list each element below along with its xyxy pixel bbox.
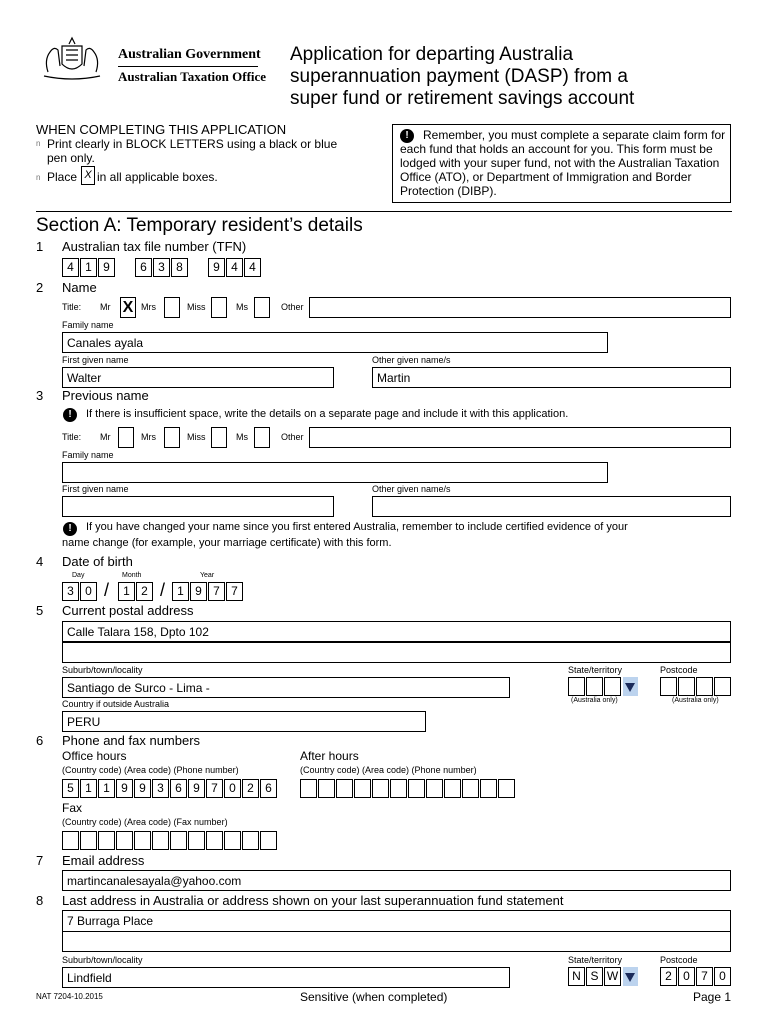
phone-digit[interactable]: 9 <box>116 779 133 798</box>
fax-digit[interactable] <box>206 831 223 850</box>
postal-suburb-label: Suburb/town/locality <box>62 665 143 675</box>
phone-digit[interactable]: 1 <box>98 779 115 798</box>
family-name-field[interactable]: Canales ayala <box>62 332 608 353</box>
prev-family-name-field[interactable] <box>62 462 608 483</box>
q2-label: Name <box>62 280 97 295</box>
prev-title-other-field[interactable] <box>309 427 731 448</box>
title-mr-checkbox[interactable]: X <box>120 297 136 318</box>
q6-number: 6 <box>36 733 44 748</box>
dob-digit[interactable]: 0 <box>80 582 97 601</box>
postcode-cell[interactable]: 2 <box>660 967 677 986</box>
section-a-title: Section A: Temporary resident’s details <box>36 215 363 236</box>
dob-day[interactable] <box>62 582 98 601</box>
title-other-field[interactable] <box>309 297 731 318</box>
first-given-name-field[interactable]: Walter <box>62 367 334 388</box>
last-state-cells[interactable] <box>568 967 622 986</box>
dob-digit[interactable]: 9 <box>190 582 207 601</box>
q8-label: Last address in Australia or address shown on your last superannuation fund statement <box>62 893 564 908</box>
q2-number: 2 <box>36 280 44 295</box>
fax-digit[interactable] <box>80 831 97 850</box>
coat-of-arms-icon <box>36 36 108 82</box>
postcode-cell[interactable] <box>696 677 713 696</box>
postcode-cell[interactable] <box>678 677 695 696</box>
tfn-group-3[interactable] <box>208 258 262 277</box>
phone-digit[interactable]: 1 <box>80 779 97 798</box>
postcode-cell[interactable] <box>660 677 677 696</box>
tfn-digit[interactable]: 3 <box>153 258 170 277</box>
state-cell[interactable] <box>568 677 585 696</box>
notice-line2: each fund that holds an account for you. This form must be <box>400 142 713 156</box>
postal-state-label: State/territory <box>568 665 623 675</box>
prev-first-given-name-field[interactable] <box>62 496 334 517</box>
fax-digit[interactable] <box>188 831 205 850</box>
q3-note-2-line2: name change (for example, your marriage certificate) with this form. <box>62 537 392 549</box>
phone-digit[interactable] <box>480 779 497 798</box>
prev-title-ms-checkbox[interactable] <box>254 427 270 448</box>
tfn-digit[interactable]: 6 <box>135 258 152 277</box>
title-mrs-label: Mrs <box>141 302 156 312</box>
info-icon: ! <box>400 129 414 143</box>
fax-digit[interactable] <box>152 831 169 850</box>
section-divider <box>36 211 732 212</box>
fax-digit[interactable] <box>224 831 241 850</box>
after-phone-cells[interactable] <box>300 779 516 798</box>
tfn-digit[interactable]: 9 <box>208 258 225 277</box>
notice-line1: Remember, you must complete a separate claim form for <box>423 128 726 142</box>
q7-number: 7 <box>36 853 44 868</box>
gov-divider <box>118 66 258 67</box>
prev-other-given-names-field[interactable] <box>372 496 731 517</box>
fax-digit[interactable] <box>98 831 115 850</box>
notice-text <box>400 128 726 198</box>
prev-title-miss-label: Miss <box>187 432 206 442</box>
fax-digit[interactable] <box>116 831 133 850</box>
family-name-label: Family name <box>62 320 114 330</box>
dob-year[interactable] <box>172 582 244 601</box>
tfn-digit[interactable]: 1 <box>80 258 97 277</box>
title-mr-label: Mr <box>100 302 111 312</box>
form-title <box>290 44 634 110</box>
title-miss-checkbox[interactable] <box>211 297 227 318</box>
ato-name: Australian Taxation Office <box>118 69 267 84</box>
prev-title-other-label: Other <box>281 432 304 442</box>
last-address-line-divider <box>62 931 731 932</box>
fax-digit[interactable] <box>170 831 187 850</box>
q1-number: 1 <box>36 239 44 254</box>
state-cell[interactable] <box>586 677 603 696</box>
phone-digit[interactable] <box>462 779 479 798</box>
other-given-names-field[interactable]: Martin <box>372 367 731 388</box>
dob-digit[interactable]: 1 <box>172 582 189 601</box>
fax-digit[interactable] <box>260 831 277 850</box>
form-title-line1: Application for departing Australia <box>290 44 574 65</box>
phone-digit[interactable] <box>426 779 443 798</box>
last-suburb-label: Suburb/town/locality <box>62 955 143 965</box>
phone-digit[interactable]: 0 <box>224 779 241 798</box>
last-postcode-cells[interactable] <box>660 967 732 986</box>
q4-label: Date of birth <box>62 554 133 569</box>
dob-digit[interactable]: 2 <box>136 582 153 601</box>
sensitive-label: Sensitive (when completed) <box>300 990 448 1004</box>
postal-postcode-cells[interactable] <box>660 677 732 696</box>
state-cell[interactable] <box>604 677 621 696</box>
q3-note-2-line1: If you have changed your name since you first entered Australia, remember to include certified evidence of your <box>86 521 628 533</box>
info-icon: ! <box>63 408 77 422</box>
phone-digit[interactable] <box>300 779 317 798</box>
title-ms-label: Ms <box>236 302 248 312</box>
phone-digit[interactable] <box>354 779 371 798</box>
notice-line5: Protection (DIBP). <box>400 184 497 198</box>
prev-title-ms-label: Ms <box>236 432 248 442</box>
prev-title-label: Title: <box>62 432 82 442</box>
email-field[interactable]: martincanalesayala@yahoo.com <box>62 870 731 891</box>
state-cell[interactable]: S <box>586 967 603 986</box>
phone-digit[interactable]: 7 <box>206 779 223 798</box>
tfn-group-1[interactable] <box>62 258 116 277</box>
prev-family-name-label: Family name <box>62 450 114 460</box>
office-codes-label: (Country code) (Area code) (Phone number) <box>62 765 239 775</box>
phone-digit[interactable]: 5 <box>62 779 79 798</box>
after-codes-label: (Country code) (Area code) (Phone number) <box>300 765 477 775</box>
other-given-names-label: Other given name/s <box>372 355 451 365</box>
postal-state-cells[interactable] <box>568 677 622 696</box>
form-title-line3: super fund or retirement savings account <box>290 88 635 109</box>
sample-checkbox: X <box>81 166 95 185</box>
phone-digit[interactable] <box>408 779 425 798</box>
dob-month-label: Month <box>122 572 142 579</box>
office-phone-cells[interactable] <box>62 779 278 798</box>
prev-title-mrs-checkbox[interactable] <box>164 427 180 448</box>
postcode-cell[interactable]: 0 <box>678 967 695 986</box>
fax-digit[interactable] <box>62 831 79 850</box>
title-mrs-checkbox[interactable] <box>164 297 180 318</box>
fax-cells[interactable] <box>62 831 278 850</box>
fax-label: Fax <box>62 801 83 815</box>
info-icon: ! <box>63 522 77 536</box>
fax-digit[interactable] <box>134 831 151 850</box>
last-postcode-label: Postcode <box>660 955 698 965</box>
q5-label: Current postal address <box>62 603 194 618</box>
notice-line3: lodged with your super fund, not with the Australian Taxation <box>400 156 720 170</box>
page-number: Page 1 <box>693 990 732 1004</box>
q8-number: 8 <box>36 893 44 908</box>
postal-suburb-field[interactable]: Santiago de Surco - Lima - <box>62 677 510 698</box>
phone-digit[interactable] <box>336 779 353 798</box>
notice-line4: Office (ATO), or Department of Immigration and Border <box>400 170 692 184</box>
tfn-digit[interactable]: 4 <box>244 258 261 277</box>
phone-digit[interactable]: 9 <box>134 779 151 798</box>
state-cell[interactable]: W <box>604 967 621 986</box>
country-label: Country if outside Australia <box>62 699 170 709</box>
after-hours-label: After hours <box>300 749 359 763</box>
q4-number: 4 <box>36 554 44 569</box>
title-label: Title: <box>62 302 82 312</box>
instructions-heading: WHEN COMPLETING THIS APPLICATION <box>36 122 287 137</box>
form-title-line2: superannuation payment (DASP) from a <box>290 66 628 87</box>
dob-separator: / <box>160 580 166 600</box>
fax-digit[interactable] <box>242 831 259 850</box>
form-code: NAT 7204-10.2015 <box>36 992 103 1001</box>
q7-label: Email address <box>62 853 145 868</box>
state-aus-only-note: (Australia only) <box>571 697 618 704</box>
tfn-digit[interactable]: 9 <box>98 258 115 277</box>
q5-number: 5 <box>36 603 44 618</box>
title-miss-label: Miss <box>187 302 206 312</box>
phone-digit[interactable]: 3 <box>152 779 169 798</box>
phone-digit[interactable] <box>318 779 335 798</box>
postcode-cell[interactable]: 7 <box>696 967 713 986</box>
bullet-char: n <box>36 173 41 182</box>
dropdown-arrow-icon[interactable] <box>623 677 638 696</box>
dropdown-arrow-icon[interactable] <box>623 967 638 986</box>
dob-separator: / <box>104 580 110 600</box>
q6-label: Phone and fax numbers <box>62 733 201 748</box>
postcode-aus-only-note: (Australia only) <box>672 697 719 704</box>
phone-digit[interactable] <box>372 779 389 798</box>
phone-digit[interactable]: 2 <box>242 779 259 798</box>
last-address-line1[interactable]: 7 Burraga Place <box>62 910 731 952</box>
phone-digit[interactable]: 6 <box>170 779 187 798</box>
instruction-2-pre: Place <box>47 170 78 184</box>
gov-name: Australian Government <box>118 47 261 62</box>
postal-address-line1[interactable]: Calle Talara 158, Dpto 102 <box>62 621 731 642</box>
phone-digit[interactable] <box>390 779 407 798</box>
q3-label: Previous name <box>62 388 149 403</box>
tfn-digit[interactable]: 4 <box>62 258 79 277</box>
q1-label: Australian tax file number (TFN) <box>62 239 247 254</box>
instruction-2-post: in all applicable boxes. <box>97 170 218 184</box>
dob-day-label: Day <box>72 572 85 579</box>
title-ms-checkbox[interactable] <box>254 297 270 318</box>
title-other-label: Other <box>281 302 304 312</box>
phone-digit[interactable] <box>498 779 515 798</box>
prev-other-given-names-label: Other given name/s <box>372 484 451 494</box>
last-suburb-field[interactable]: Lindfield <box>62 967 510 988</box>
prev-title-mr-label: Mr <box>100 432 111 442</box>
tfn-digit[interactable]: 8 <box>171 258 188 277</box>
first-given-name-label: First given name <box>62 355 129 365</box>
country-field[interactable]: PERU <box>62 711 426 732</box>
dob-digit[interactable]: 7 <box>226 582 243 601</box>
prev-title-mrs-label: Mrs <box>141 432 156 442</box>
tfn-digit[interactable]: 4 <box>226 258 243 277</box>
phone-digit[interactable]: 6 <box>260 779 277 798</box>
dob-digit[interactable]: 7 <box>208 582 225 601</box>
tfn-group-2[interactable] <box>135 258 189 277</box>
q3-number: 3 <box>36 388 44 403</box>
prev-first-given-name-label: First given name <box>62 484 129 494</box>
instruction-1-line1: Print clearly in BLOCK LETTERS using a black or blue <box>47 137 338 151</box>
prev-title-miss-checkbox[interactable] <box>211 427 227 448</box>
dob-month[interactable] <box>118 582 154 601</box>
dob-year-label: Year <box>200 572 215 579</box>
instruction-1-line2: pen only. <box>47 151 95 165</box>
fax-codes-label: (Country code) (Area code) (Fax number) <box>62 817 228 827</box>
dob-digit[interactable]: 1 <box>118 582 135 601</box>
last-state-label: State/territory <box>568 955 623 965</box>
state-cell[interactable]: N <box>568 967 585 986</box>
phone-digit[interactable]: 9 <box>188 779 205 798</box>
postal-postcode-label: Postcode <box>660 665 698 675</box>
bullet-char: n <box>36 139 41 148</box>
q3-note-1: If there is insufficient space, write the details on a separate page and include it with this application. <box>86 408 569 420</box>
office-hours-label: Office hours <box>62 749 127 763</box>
postcode-cell[interactable]: 0 <box>714 967 731 986</box>
dob-digit[interactable]: 3 <box>62 582 79 601</box>
postcode-cell[interactable] <box>714 677 731 696</box>
postal-address-line2[interactable] <box>62 642 731 663</box>
phone-digit[interactable] <box>444 779 461 798</box>
prev-title-mr-checkbox[interactable] <box>118 427 134 448</box>
